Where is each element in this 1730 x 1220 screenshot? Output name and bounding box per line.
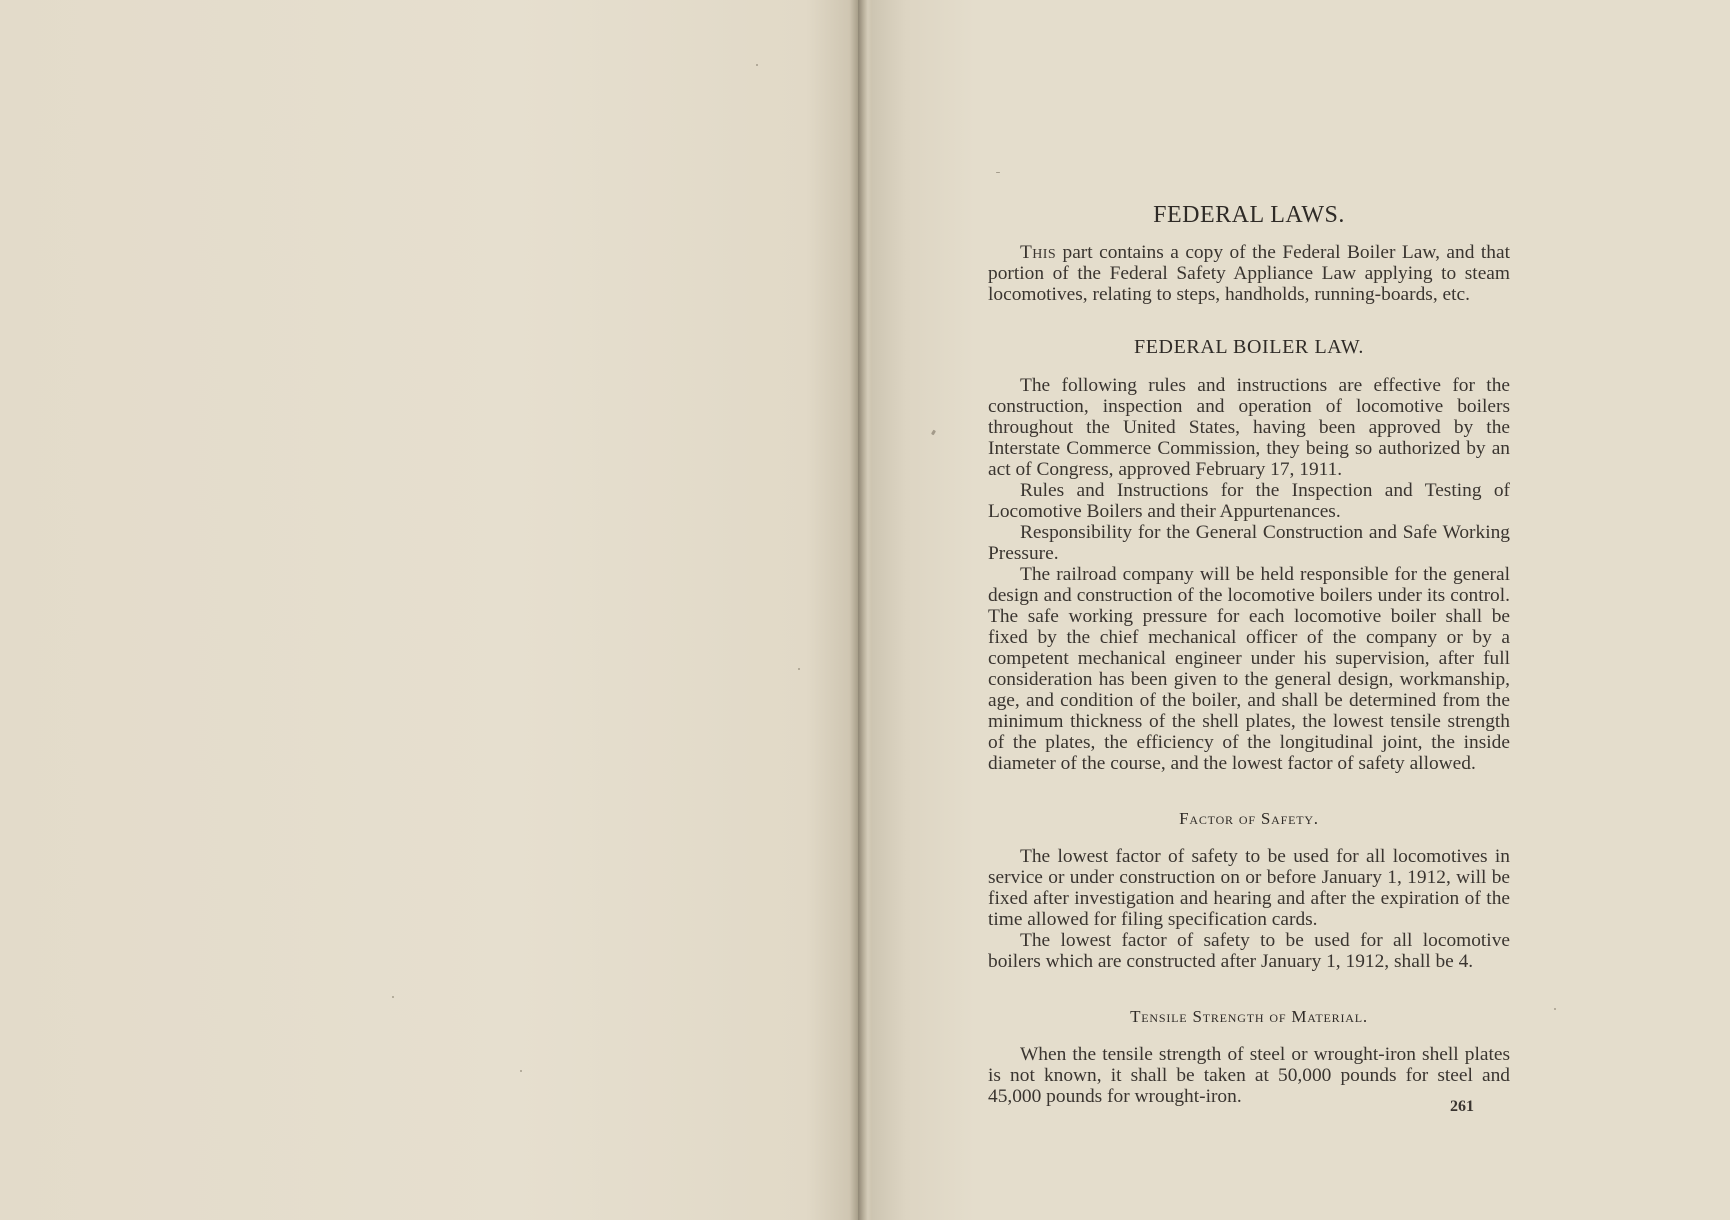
- page-number: 261: [1450, 1098, 1474, 1115]
- intro-text: part contains a copy of the Federal Boiler Law, and that portion of the Federal Safety Appliance Law applying to steam locomotives, relating to steps, handholds, running-boards, etc.: [988, 242, 1510, 305]
- section-heading-factor-of-safety: Factor of Safety.: [1179, 809, 1319, 828]
- body-paragraph: Responsibility for the General Construction and Safe Working Pressure.: [988, 522, 1510, 564]
- intro-lead-word: This: [1020, 242, 1057, 263]
- left-page-blank: [0, 0, 858, 1220]
- body-paragraph: The lowest factor of safety to be used for all locomotive boilers which are constructed after January 1, 1912, shall be 4.: [988, 930, 1510, 972]
- section-heading-boiler-law: FEDERAL BOILER LAW.: [1134, 336, 1364, 358]
- body-paragraph: The following rules and instructions are effective for the construction, inspection and operation of locomotive boilers throughout the United States, having been approved by the Interstate Commerce Commission, they being so authorized by an act of Congress, approved February 17, 1911.: [988, 375, 1510, 480]
- paper-speck: [520, 1070, 522, 1072]
- paper-speck: [392, 996, 394, 998]
- paper-speck: [798, 668, 800, 670]
- spacer: [988, 774, 1510, 808]
- spacer: [988, 972, 1510, 1006]
- section-heading-tensile-strength: Tensile Strength of Material.: [1130, 1007, 1368, 1026]
- right-page: [872, 0, 1730, 1220]
- body-paragraph: Rules and Instructions for the Inspection and Testing of Locomotive Boilers and their Appurtenances.: [988, 480, 1510, 522]
- paper-speck: [996, 172, 1000, 173]
- body-paragraph: The lowest factor of safety to be used for all locomotives in service or under construction on or before January 1, 1912, will be fixed after investigation and hearing and after the expiration of the time allowed for filing specification cards.: [988, 846, 1510, 930]
- page-title: FEDERAL LAWS.: [1153, 202, 1345, 228]
- body-paragraph: When the tensile strength of steel or wrought-iron shell plates is not known, it shall be taken at 50,000 pounds for steel and 45,000 pounds for wrought-iron.: [988, 1044, 1510, 1107]
- paper-speck: [756, 64, 758, 66]
- body-paragraph: The railroad company will be held responsible for the general design and construction of the locomotive boilers under its control. The safe working pressure for each locomotive boiler shall be fixed by the chief mechanical officer of the company or by a competent mechanical engineer under his supervision, after full consideration has been given to the general design, workmanship, age, and condition of the boiler, and shall be determined from the minimum thickness of the shell plates, the lowest tensile strength of the plates, the efficiency of the longitudinal joint, the inside diameter of the course, and the lowest factor of safety allowed.: [988, 564, 1510, 774]
- paper-speck: [931, 430, 936, 436]
- book-gutter: [858, 0, 872, 1220]
- paper-speck: [1554, 1008, 1556, 1010]
- spacer: [988, 305, 1510, 335]
- page-text: [988, 200, 1510, 1107]
- intro-paragraph: [988, 242, 1510, 305]
